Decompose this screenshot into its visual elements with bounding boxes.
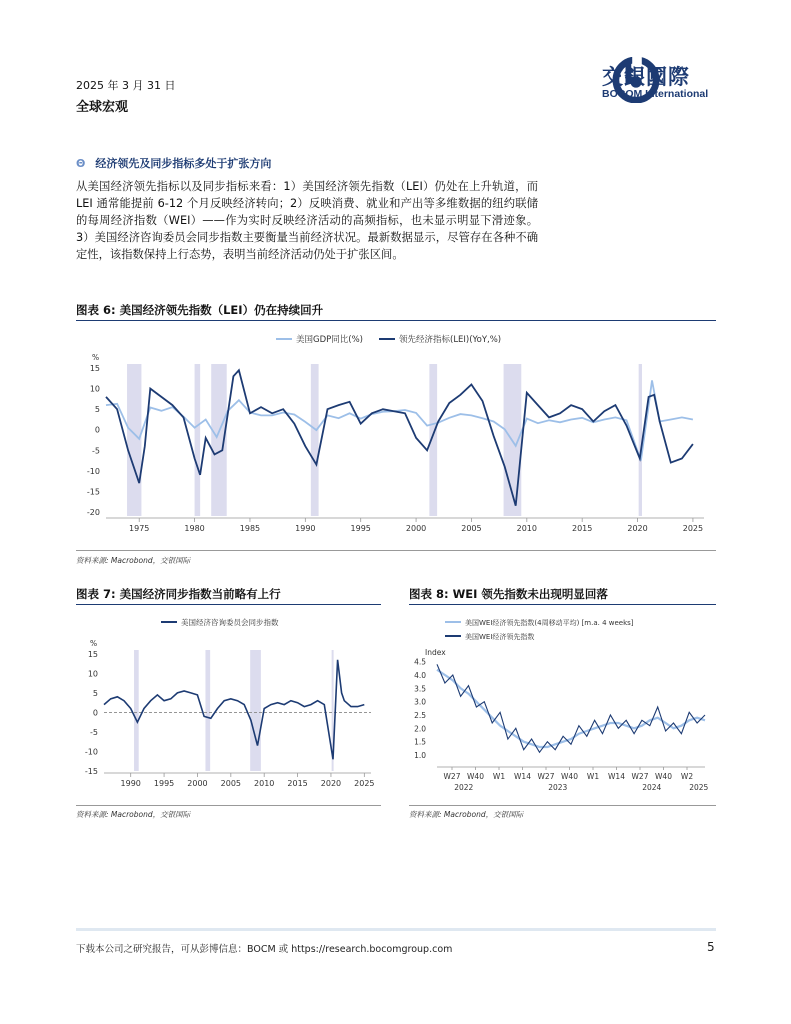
y-tick-label-5: -10 — [84, 747, 98, 757]
y-tick-label-1: 10 — [87, 669, 98, 679]
x-tick-label-8: 2015 — [572, 524, 593, 533]
y-tick-label-0: 4.5 — [414, 657, 426, 667]
footer-text: 下载本公司之研究报告，可从彭博信息：BOCM 或 https://research.bocomgroup.com — [76, 944, 453, 955]
x-year-label-3: 2025 — [689, 783, 709, 792]
y-tick-label-6: -15 — [86, 487, 100, 497]
fig8-chart — [409, 607, 716, 802]
legend-label-1: 美国WEI经济领先指数 — [465, 633, 535, 641]
x-tick-label-9: 2020 — [627, 524, 648, 533]
body-paragraph: 从美国经济领先指标以及同步指标来看：1）美国经济领先指数（LEI）仍处在上升轨道，而 LEI 通常能提前 6-12 个月反映经济转向；2）反映消费、就业和产出等多维数据的纽约联储的每周经济指数（WEI）——作为实时反映经济活动的高频指标，也未显示明显下滑迹象。3）美国经济咨询委员会同步指数主要衡量当前经济状况。最新数据显示，尽管存在各种不确定性，该指数保持上行态势，表明当前经济活动仍处于扩张区间。 — [76, 180, 538, 262]
y-tick-label-2: 3.5 — [414, 684, 426, 694]
x-tick-label-1: W40 — [467, 772, 484, 781]
footer-divider — [76, 928, 716, 931]
fig7-bottom-rule — [76, 805, 381, 806]
y-tick-label-1: 10 — [89, 384, 100, 394]
logo-text-en: BOCOM International — [602, 88, 709, 100]
bullet-heading — [76, 155, 271, 171]
y-tick-label-0: 15 — [89, 364, 100, 374]
x-tick-label-6: 2005 — [461, 524, 482, 533]
bullet-title: 经济领先及同步指标多处于扩张方向 — [95, 157, 272, 170]
y-tick-label-4: -5 — [90, 727, 98, 737]
y-tick-label-4: 2.5 — [414, 711, 426, 720]
y-unit-label: % — [92, 353, 100, 362]
legend-label-1: 领先经济指标(LEI)(YoY,%) — [399, 335, 502, 345]
x-tick-label-1: 1995 — [153, 779, 175, 788]
fig7-chart — [76, 607, 381, 802]
y-tick-label-0: 15 — [87, 649, 98, 659]
recession-band-1 — [195, 364, 201, 516]
x-tick-label-3: 2005 — [220, 779, 242, 788]
x-tick-label-2: 2000 — [187, 779, 208, 788]
recession-band-0 — [134, 650, 139, 771]
x-tick-label-10: 2025 — [682, 524, 704, 533]
legend-label-0: 美国经济咨询委员会同步指数 — [181, 618, 279, 627]
series-line-0 — [437, 670, 705, 747]
fig6-source: 资料来源: Macrobond，交银国际 — [76, 556, 191, 565]
y-tick-label-4: -5 — [92, 446, 100, 456]
legend-label-0: 美国WEI经济领先指数(4周移动平均) [m.a. 4 weeks] — [465, 619, 634, 627]
fig6-title: 图表 6: 美国经济领先指数（LEI）仍在持续回升 — [76, 303, 324, 317]
page-number: 5 — [707, 940, 715, 954]
y-unit-label: % — [90, 639, 98, 648]
x-tick-label-4: 1995 — [350, 524, 371, 533]
x-year-label-0: 2022 — [454, 783, 474, 792]
report-date: 2025 年 3 月 31 日 — [76, 79, 176, 92]
recession-band-1 — [205, 650, 210, 771]
y-tick-label-6: -15 — [84, 767, 98, 776]
x-year-label-2: 2024 — [642, 783, 662, 792]
fig8-bottom-rule — [409, 805, 716, 806]
x-tick-label-0: 1975 — [129, 524, 150, 533]
fig7-source: 资料来源: Macrobond，交银国际 — [76, 810, 191, 819]
fig7-rule — [76, 604, 381, 605]
x-tick-label-7: W14 — [608, 772, 625, 781]
recession-band-2 — [250, 650, 261, 771]
logo-text-cn: 交銀國際 — [602, 64, 690, 89]
x-tick-label-0: 1990 — [120, 779, 141, 788]
x-tick-label-8: W27 — [631, 772, 649, 781]
section-title: 全球宏观 — [76, 100, 129, 115]
x-tick-label-7: 2010 — [516, 524, 537, 533]
x-tick-label-6: W1 — [586, 772, 600, 781]
y-tick-label-7: -20 — [86, 507, 100, 517]
fig6-chart — [76, 324, 716, 546]
series-line-0 — [106, 380, 693, 460]
y-tick-label-3: 0 — [92, 708, 98, 718]
fig8-rule — [409, 604, 716, 605]
y-tick-label-1: 4.0 — [414, 671, 426, 680]
y-tick-label-5: 2.0 — [414, 724, 426, 734]
x-tick-label-3: W14 — [514, 772, 531, 781]
x-tick-label-10: W2 — [680, 772, 694, 781]
y-tick-label-2: 5 — [94, 405, 100, 415]
x-tick-label-5: 2000 — [405, 524, 427, 533]
x-tick-label-2: 1985 — [239, 524, 261, 533]
fig8-source: 资料来源: Macrobond，交银国际 — [409, 810, 524, 819]
fig7-title: 图表 7: 美国经济同步指数当前略有上行 — [76, 587, 281, 601]
x-year-label-1: 2023 — [548, 783, 568, 792]
x-tick-label-5: 2015 — [287, 779, 308, 788]
series-line-1 — [106, 370, 693, 506]
x-tick-label-4: 2010 — [254, 779, 275, 788]
x-tick-label-6: 2020 — [320, 779, 342, 788]
x-tick-label-5: W40 — [561, 772, 578, 781]
x-tick-label-7: 2025 — [354, 779, 375, 788]
recession-band-3 — [311, 364, 319, 516]
x-tick-label-2: W1 — [492, 772, 506, 781]
x-tick-label-9: W40 — [655, 772, 672, 781]
bullet-marker-icon: Θ — [76, 157, 86, 170]
y-tick-label-7: 1.0 — [414, 751, 426, 760]
fig6-bottom-rule — [76, 550, 716, 551]
x-tick-label-4: W27 — [537, 772, 555, 781]
y-axis-label: Index — [425, 648, 446, 657]
series-line-0 — [104, 660, 364, 760]
y-tick-label-2: 5 — [92, 688, 98, 698]
y-tick-label-3: 0 — [94, 425, 100, 435]
y-tick-label-6: 1.5 — [414, 737, 426, 747]
fig8-title: 图表 8: WEI 领先指数未出现明显回落 — [409, 587, 608, 601]
x-tick-label-3: 1990 — [295, 524, 316, 533]
recession-band-6 — [639, 364, 642, 516]
x-tick-label-1: 1980 — [184, 524, 205, 533]
x-tick-label-0: W27 — [443, 772, 461, 781]
legend-label-0: 美国GDP同比(%) — [296, 335, 363, 345]
fig6-rule — [76, 320, 716, 321]
y-tick-label-5: -10 — [86, 466, 100, 476]
y-tick-label-3: 3.0 — [414, 697, 426, 707]
